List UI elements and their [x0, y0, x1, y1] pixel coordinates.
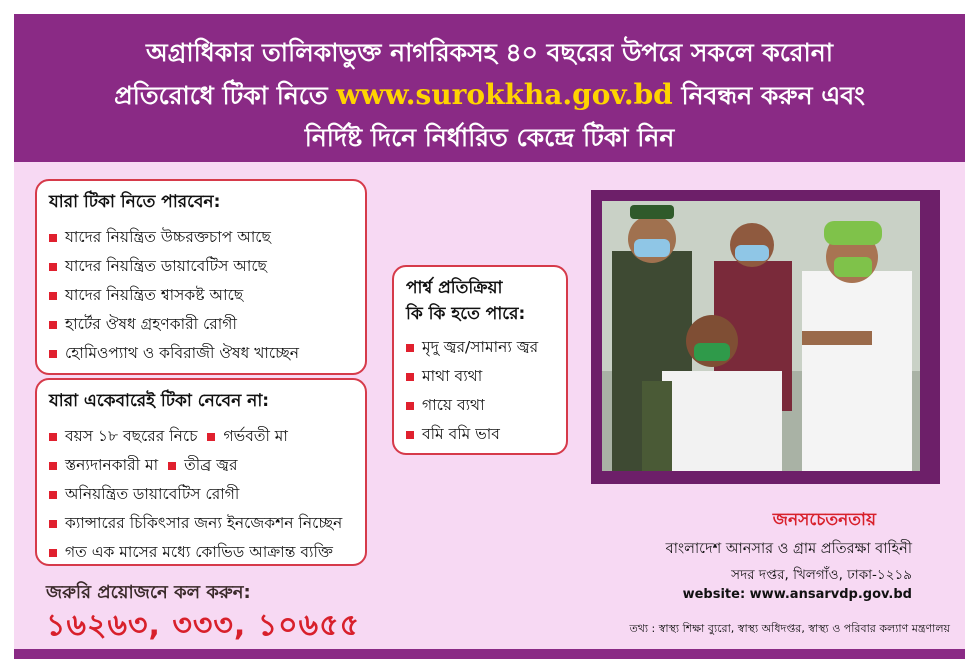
banner-line-2 — [14, 74, 965, 117]
bullet-icon — [49, 520, 57, 528]
list-item-text: ক্যান্সারের চিকিৎসার জন্য ইনজেকশন নিচ্ছেন — [65, 514, 343, 532]
list-item-text: যাদের নিয়ন্ত্রিত উচ্চরক্তচাপ আছে — [65, 228, 271, 246]
list-item — [49, 538, 353, 567]
banner-line-2-end: নিবন্ধন করুন এবং — [681, 81, 865, 110]
vaccination-scene-illustration — [602, 201, 920, 471]
organization-name: বাংলাদেশ আনসার ও গ্রাম প্রতিরক্ষা বাহিনী — [665, 541, 912, 557]
vaccination-photo — [602, 201, 920, 471]
bullet-icon — [406, 402, 414, 410]
list-item-text: স্তন্যদানকারী মা — [65, 456, 159, 474]
banner-line-3: নির্দিষ্ট দিনে নির্ধারিত কেন্দ্রে টিকা নিন — [304, 123, 675, 152]
list-item-text: গর্ভবতী মা — [223, 427, 288, 445]
bullet-icon — [49, 234, 57, 242]
organization-website[interactable]: website: www.ansarvdp.gov.bd — [682, 587, 912, 602]
bullet-icon — [49, 350, 57, 358]
bullet-icon — [406, 431, 414, 439]
list-item-text: তীব্র জ্বর — [184, 456, 238, 474]
banner-line-1: অগ্রাধিকার তালিকাভুক্ত নাগরিকসহ ৪০ বছরের উপরে সকলে করোনা — [146, 38, 833, 67]
list-item-text: মৃদু জ্বর/সামান্য জ্বর — [422, 338, 539, 356]
list-item — [49, 310, 353, 339]
footer-bar — [14, 649, 965, 659]
list-item-text: হার্টের ঔষধ গ্রহণকারী রোগী — [65, 315, 237, 333]
bullet-icon — [49, 321, 57, 329]
list-item-text: যাদের নিয়ন্ত্রিত শ্বাসকষ্ট আছে — [65, 286, 244, 304]
list-item — [49, 223, 353, 252]
list-item — [49, 422, 353, 451]
side-effects-box — [392, 265, 568, 455]
side-effects-title-line-2: কি কি হতে পারে: — [406, 304, 526, 324]
list-item-text: মাথা ব্যথা — [422, 367, 483, 385]
bullet-icon — [406, 344, 414, 352]
list-item-text: বয়স ১৮ বছরের নিচে — [65, 427, 198, 445]
information-source: তথ্য : স্বাস্থ্য শিক্ষা ব্যুরো, স্বাস্থ্য অধিদপ্তর, স্বাস্থ্য ও পরিবার কল্যাণ মন্ত্রণালয় — [629, 622, 950, 635]
not-eligible-box — [35, 378, 367, 566]
bullet-icon — [49, 263, 57, 271]
list-item-text: গত এক মাসের মধ্যে কোভিড আক্রান্ত ব্যক্তি — [65, 543, 333, 561]
bullet-icon — [207, 433, 215, 441]
list-item — [49, 281, 353, 310]
list-item — [49, 509, 353, 538]
bullet-icon — [49, 292, 57, 300]
list-item-text: হোমিওপ্যাথ ও কবিরাজী ঔষধ খাচ্ছেন — [65, 344, 300, 362]
list-item — [49, 480, 353, 509]
bullet-icon — [49, 462, 57, 470]
list-item — [406, 420, 554, 449]
organization-address: সদর দপ্তর, খিলগাঁও, ঢাকা-১২১৯ — [731, 567, 912, 583]
bullet-icon — [49, 433, 57, 441]
banner-line-2-start: প্রতিরোধে টিকা নিতে — [114, 81, 328, 110]
list-item — [406, 362, 554, 391]
awareness-label: জনসচেতনতায় — [772, 510, 876, 530]
bullet-icon — [168, 462, 176, 470]
registration-url[interactable]: www.surokkha.gov.bd — [336, 78, 673, 111]
eligible-box — [35, 179, 367, 375]
eligible-title: যারা টিকা নিতে পারবেন: — [49, 192, 221, 212]
list-item — [49, 451, 353, 480]
emergency-call-title: জরুরি প্রয়োজনে কল করুন: — [46, 582, 251, 603]
bullet-icon — [49, 491, 57, 499]
not-eligible-title: যারা একেবারেই টিকা নেবেন না: — [49, 391, 270, 411]
bullet-icon — [406, 373, 414, 381]
side-effects-title-line-1: পার্শ্ব প্রতিক্রিয়া — [406, 278, 503, 298]
list-item — [406, 333, 554, 362]
list-item — [49, 339, 353, 368]
list-item-text: বমি বমি ভাব — [422, 425, 500, 443]
side-effects-title — [406, 275, 554, 327]
list-item — [49, 252, 353, 281]
list-item — [406, 391, 554, 420]
list-item-text: যাদের নিয়ন্ত্রিত ডায়াবেটিস আছে — [65, 257, 267, 275]
bullet-icon — [49, 549, 57, 557]
emergency-numbers: ১৬২৬৩, ৩৩৩, ১০৬৫৫ — [46, 608, 361, 643]
list-item-text: অনিয়ন্ত্রিত ডায়াবেটিস রোগী — [65, 485, 240, 503]
list-item-text: গায়ে ব্যথা — [422, 396, 485, 414]
photo-frame — [591, 190, 940, 484]
header-banner — [14, 14, 965, 162]
